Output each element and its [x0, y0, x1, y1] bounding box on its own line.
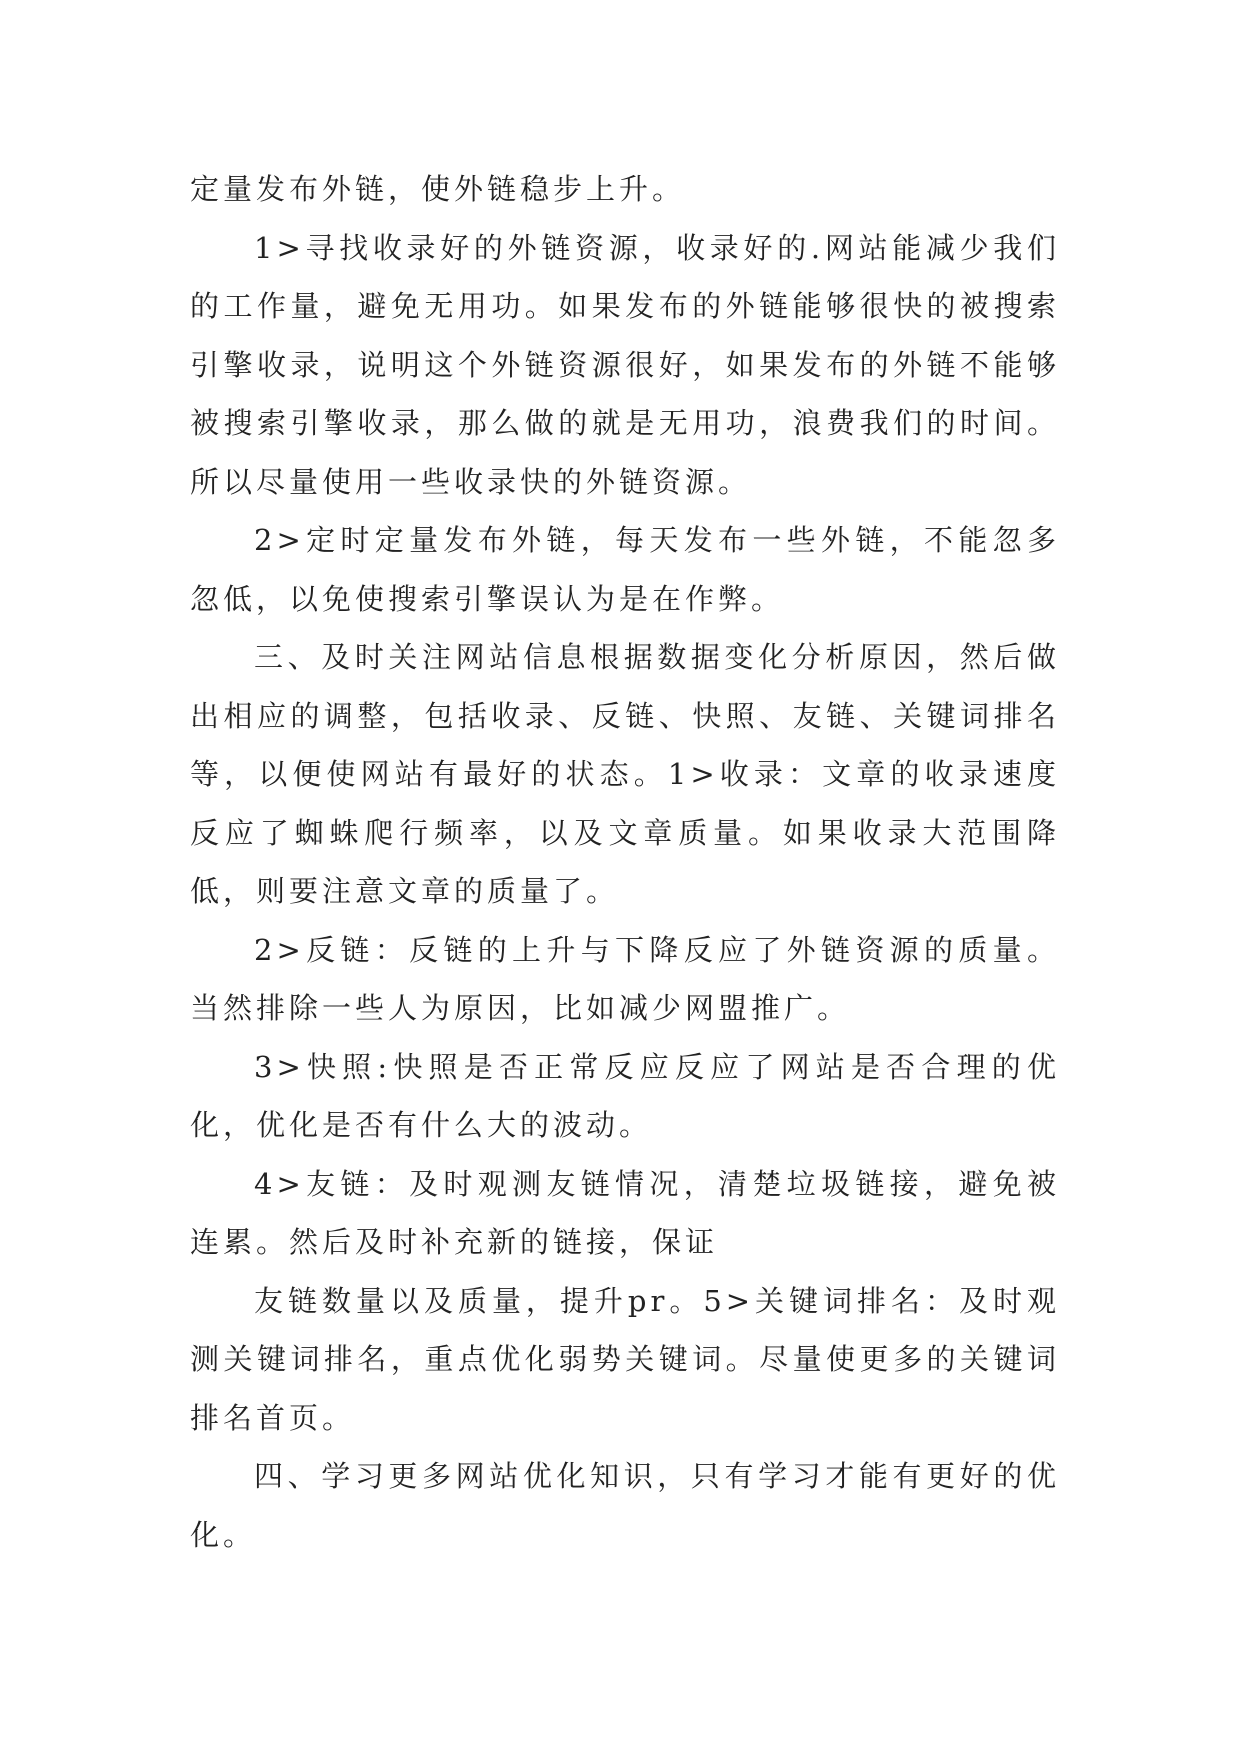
paragraph-5: 2>反链：反链的上升与下降反应了外链资源的质量。当然排除一些人为原因，比如减少网盟推广。 [190, 932, 1060, 1025]
paragraph-7: 4>友链：及时观测友链情况，清楚垃圾链接，避免被连累。然后及时补充新的链接，保证 [190, 1166, 1060, 1259]
paragraph-4: 三、及时关注网站信息根据数据变化分析原因，然后做出相应的调整，包括收录、反链、快照、友链、关键词排名等，以便使网站有最好的状态。1>收录：文章的收录速度反应了蜘蛛爬行频率，以及文章质量。如果收录大范围降低，则要注意文章的质量了。 [190, 640, 1060, 908]
paragraph-9: 四、学习更多网站优化知识，只有学习才能有更好的优化。 [190, 1459, 1060, 1552]
document-body [190, 160, 1060, 1564]
paragraph-8: 友链数量以及质量，提升pr。5>关键词排名：及时观测关键词排名，重点优化弱势关键词。尽量使更多的关键词排名首页。 [190, 1283, 1060, 1435]
paragraph-6: 3>快照:快照是否正常反应反应了网站是否合理的优化，优化是否有什么大的波动。 [190, 1049, 1060, 1142]
paragraph-2: 1>寻找收录好的外链资源，收录好的.网站能减少我们的工作量，避免无用功。如果发布的外链能够很快的被搜索引擎收录，说明这个外链资源很好，如果发布的外链不能够被搜索引擎收录，那么做的就是无用功，浪费我们的时间。所以尽量使用一些收录快的外链资源。 [190, 230, 1060, 499]
paragraph-1: 定量发布外链，使外链稳步上升。 [190, 172, 686, 206]
paragraph-3: 2>定时定量发布外链，每天发布一些外链，不能忽多忽低，以免使搜索引擎误认为是在作弊。 [190, 523, 1060, 616]
